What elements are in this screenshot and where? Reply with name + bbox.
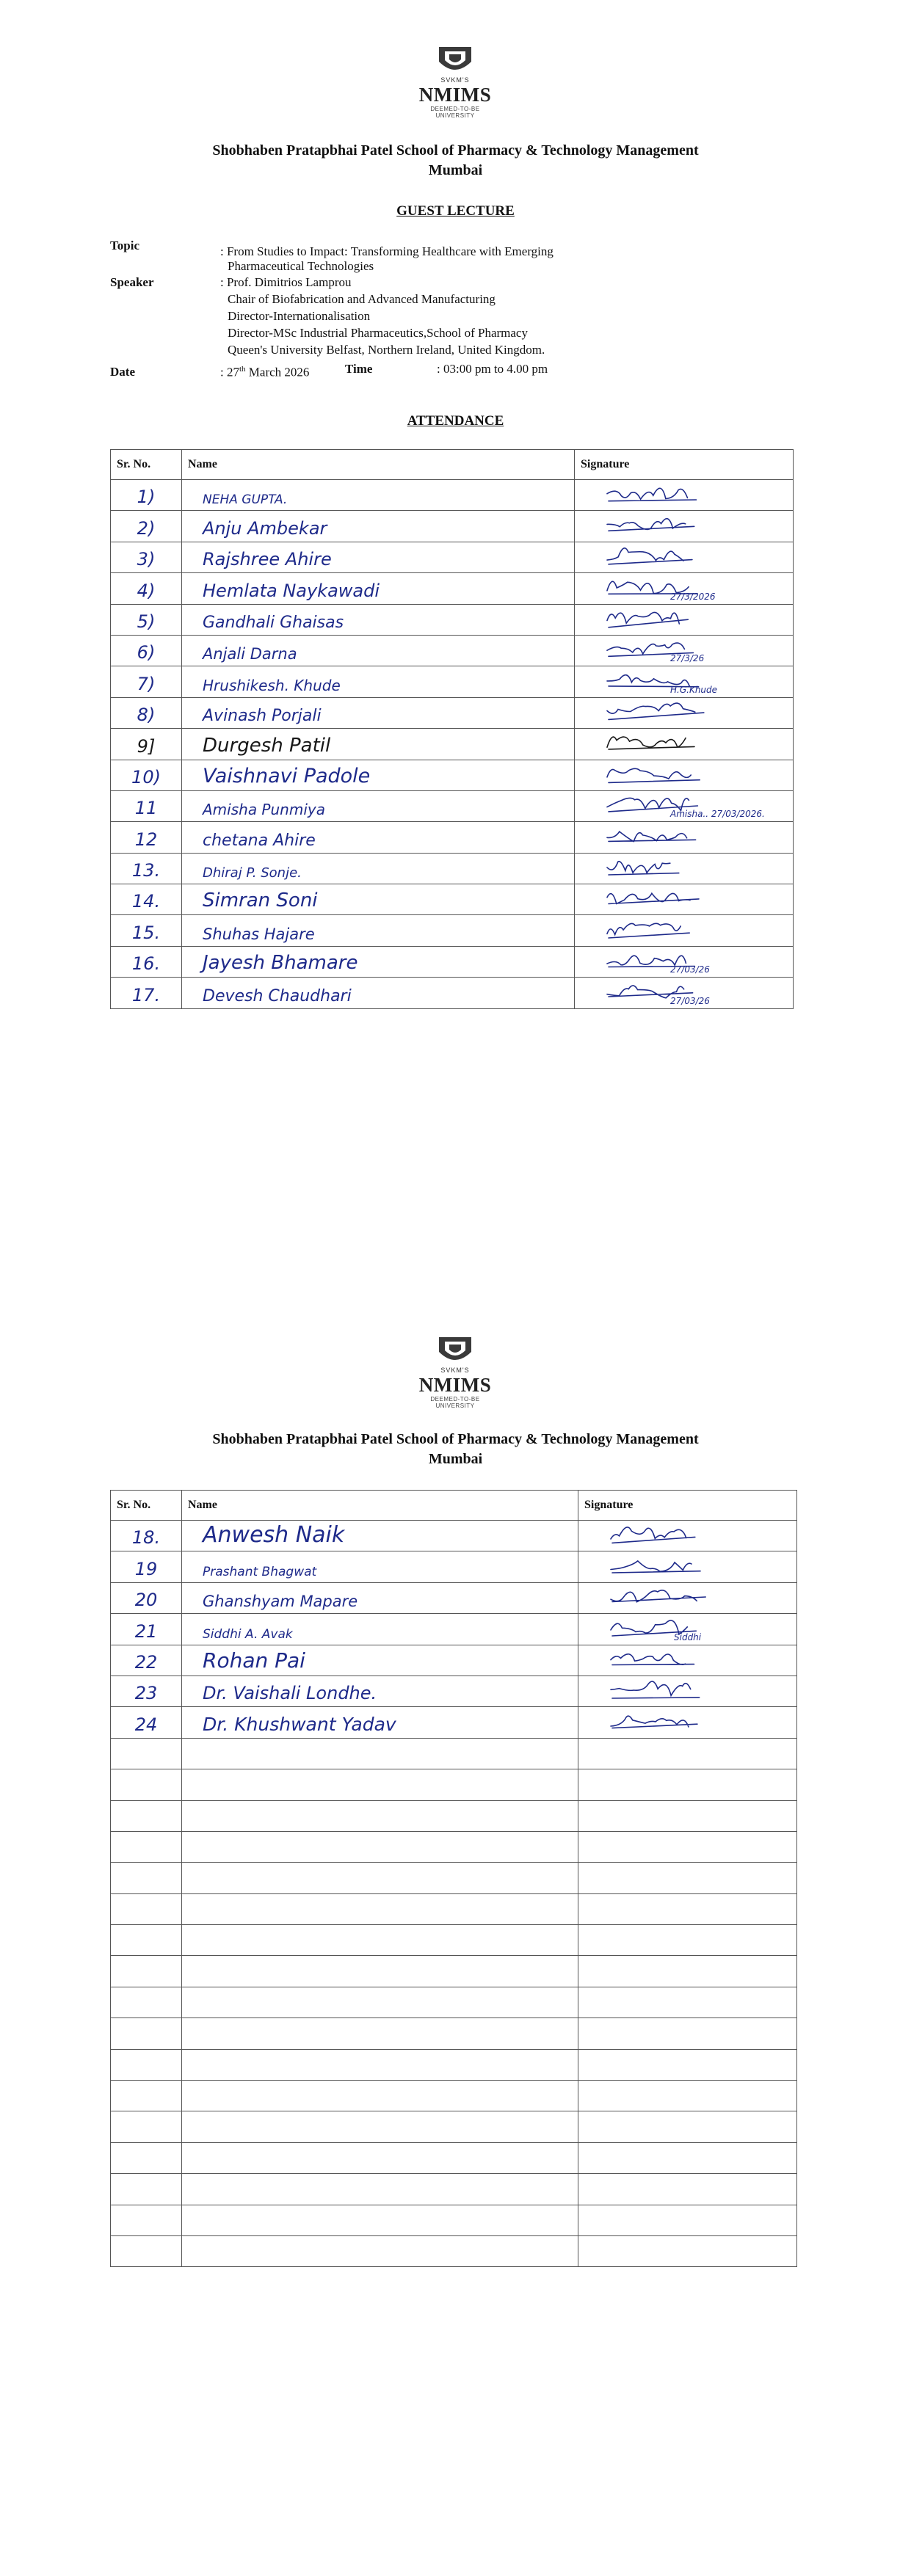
logo-tagline: SVKM'S (440, 1367, 470, 1374)
name-cell (182, 1987, 578, 2017)
signature-cell (578, 1893, 797, 1924)
attendee-name: Gandhali Ghaisas (203, 613, 344, 632)
sr-no-cell (111, 480, 182, 511)
name-cell (182, 1551, 578, 1582)
signature-cell (578, 2018, 797, 2049)
sr-no-text: 4) (137, 580, 156, 601)
sr-no-cell (111, 1800, 182, 1831)
attendee-name: Hemlata Naykawadi (203, 580, 380, 601)
attendance-title: ATTENDANCE (407, 413, 504, 429)
school-name-page-2: Shobhaben Pratapbhai Patel School of Pharmacy & Technology Management (212, 1431, 699, 1447)
signature-note: Siddhi (674, 1631, 702, 1642)
signature-mark (608, 1521, 718, 1547)
nmims-emblem-icon (435, 1336, 476, 1365)
signature-mark (608, 1645, 718, 1671)
table-row (111, 915, 794, 946)
table-row (111, 1645, 797, 1676)
signature-cell (578, 1769, 797, 1800)
table-row (111, 666, 794, 697)
attendee-name: Dr. Khushwant Yadav (203, 1713, 396, 1735)
sr-no-text: 23 (134, 1683, 158, 1704)
logo-name: NMIMS (418, 1374, 492, 1396)
sr-no-text: 9] (137, 735, 156, 757)
signature-cell (578, 2205, 797, 2235)
sr-no-text: 12 (134, 829, 158, 850)
signature-cell (578, 1800, 797, 1831)
signature-cell (575, 760, 794, 790)
attendee-name: Anju Ambekar (203, 517, 327, 539)
attendee-name: NEHA GUPTA. (203, 492, 288, 508)
sr-no-cell (111, 2142, 182, 2173)
sr-no-cell (111, 511, 182, 542)
signature-mark (604, 511, 714, 537)
speaker-line-4: Director-MSc Industrial Pharmaceutics,School of Pharmacy (228, 326, 528, 340)
signature-cell (578, 2049, 797, 2080)
blank-table-row (111, 1987, 797, 2017)
signature-cell (575, 915, 794, 946)
sr-no-cell (111, 2111, 182, 2142)
sr-no-text: 17. (131, 984, 161, 1005)
sr-no-text: 24 (134, 1714, 158, 1735)
date-label: Date (110, 365, 135, 379)
sr-no-cell (111, 760, 182, 790)
attendance-table-page-1 (110, 449, 794, 1009)
signature-cell (578, 2081, 797, 2111)
name-cell (182, 760, 575, 790)
signature-cell (575, 542, 794, 572)
sr-no-cell (111, 1551, 182, 1582)
topic-label: Topic (110, 239, 140, 252)
name-cell (182, 978, 575, 1008)
sr-no-cell (111, 1614, 182, 1645)
blank-table-row (111, 1831, 797, 1862)
table-row (111, 697, 794, 728)
attendee-name: Simran Soni (203, 889, 318, 912)
signature-cell (578, 1831, 797, 1862)
table-row (111, 1707, 797, 1738)
header-sr-no: Sr. No. (111, 450, 182, 480)
signature-mark (604, 480, 714, 506)
signature-cell (575, 697, 794, 728)
table-row (111, 1676, 797, 1706)
name-cell (182, 1863, 578, 1893)
attendee-name: Ghanshyam Mapare (203, 1593, 358, 1611)
name-cell (182, 542, 575, 572)
name-cell (182, 511, 575, 542)
name-cell (182, 1614, 578, 1645)
signature-cell (575, 946, 794, 977)
nmims-emblem-icon (435, 46, 476, 75)
signature-mark (608, 1582, 718, 1609)
name-cell (182, 2081, 578, 2111)
speaker-label: Speaker (110, 275, 154, 289)
sr-no-cell (111, 915, 182, 946)
signature-mark (604, 760, 714, 786)
attendee-name: chetana Ahire (203, 831, 316, 850)
name-cell (182, 2018, 578, 2049)
sr-no-cell (111, 1676, 182, 1706)
sr-no-text: 10) (131, 766, 161, 787)
sr-no-cell (111, 790, 182, 821)
signature-cell (575, 635, 794, 666)
sr-no-text: 7) (137, 673, 156, 694)
signature-mark (604, 915, 714, 942)
sr-no-cell (111, 1987, 182, 2017)
table-row (111, 729, 794, 760)
name-cell (182, 946, 575, 977)
blank-table-row (111, 2018, 797, 2049)
signature-mark (608, 1707, 718, 1733)
table-row (111, 511, 794, 542)
sr-no-text: 11 (134, 798, 158, 819)
name-cell (182, 915, 575, 946)
sr-no-cell (111, 2235, 182, 2266)
logo-subtitle: DEEMED-TO-BE UNIVERSITY (430, 106, 480, 119)
header-signature: Signature (575, 450, 794, 480)
sr-no-cell (111, 604, 182, 635)
name-cell (182, 2174, 578, 2205)
signature-cell (575, 729, 794, 760)
name-cell (182, 573, 575, 604)
nmims-logo (411, 46, 499, 119)
signature-cell (578, 1551, 797, 1582)
name-cell (182, 697, 575, 728)
table-row (111, 635, 794, 666)
table-row (111, 1521, 797, 1551)
signature-mark (604, 822, 714, 848)
signature-cell (575, 884, 794, 915)
signature-cell (575, 853, 794, 884)
attendee-name: Vaishnavi Padole (203, 764, 371, 787)
sr-no-cell (111, 946, 182, 977)
name-cell (182, 822, 575, 853)
signature-cell (578, 1521, 797, 1551)
sr-no-cell (111, 1645, 182, 1676)
name-cell (182, 1676, 578, 1706)
name-cell (182, 635, 575, 666)
sr-no-text: 20 (134, 1590, 158, 1611)
name-cell (182, 604, 575, 635)
logo-subtitle: DEEMED-TO-BE UNIVERSITY (430, 1396, 480, 1409)
name-cell (182, 2142, 578, 2173)
blank-table-row (111, 2235, 797, 2266)
signature-cell (575, 604, 794, 635)
logo-tagline: SVKM'S (440, 76, 470, 84)
sr-no-text: 18. (131, 1527, 161, 1549)
header-sr-no: Sr. No. (111, 1491, 182, 1521)
attendee-name: Dr. Vaishali Londhe. (203, 1683, 377, 1704)
blank-table-row (111, 2174, 797, 2205)
blank-table-row (111, 1956, 797, 1987)
sr-no-cell (111, 822, 182, 853)
attendee-name: Anwesh Naik (203, 1522, 345, 1549)
signature-mark (608, 1551, 718, 1578)
table-row (111, 978, 794, 1008)
sr-no-cell (111, 635, 182, 666)
signature-mark (604, 884, 714, 911)
attendee-name: Hrushikesh. Khude (203, 676, 341, 694)
signature-mark (604, 604, 714, 630)
signature-note: H.G.Khude (670, 684, 718, 695)
signature-mark (604, 853, 714, 879)
signature-cell (578, 2235, 797, 2266)
blank-table-row (111, 2142, 797, 2173)
attendee-name: Devesh Chaudhari (203, 986, 352, 1005)
table-row (111, 853, 794, 884)
signature-cell (578, 1645, 797, 1676)
attendance-page-2 (0, 1288, 911, 2576)
sr-no-text: 21 (134, 1620, 158, 1642)
attendance-table-page-2 (110, 1490, 797, 2267)
name-cell (182, 1893, 578, 1924)
signature-cell (575, 666, 794, 697)
speaker-line-2: Chair of Biofabrication and Advanced Manufacturing (228, 292, 496, 306)
sr-no-cell (111, 1582, 182, 1613)
signature-note: 27/3/26 (670, 653, 705, 664)
blank-table-row (111, 2049, 797, 2080)
signature-cell (578, 1614, 797, 1645)
sr-no-cell (111, 1831, 182, 1862)
attendee-name: Durgesh Patil (203, 734, 331, 757)
signature-mark (608, 1614, 718, 1640)
event-title: GUEST LECTURE (396, 203, 515, 219)
table-row (111, 1551, 797, 1582)
table-row (111, 1614, 797, 1645)
speaker-line-5: Queen's University Belfast, Northern Ireland, United Kingdom. (228, 343, 545, 357)
signature-cell (578, 1863, 797, 1893)
table-header-row (111, 1491, 797, 1521)
signature-cell (578, 2111, 797, 2142)
sr-no-cell (111, 729, 182, 760)
name-cell (182, 2111, 578, 2142)
sr-no-cell (111, 542, 182, 572)
sr-no-cell (111, 666, 182, 697)
table-row (111, 1582, 797, 1613)
blank-table-row (111, 1925, 797, 1956)
city-name: Mumbai (428, 162, 483, 178)
sr-no-cell (111, 1893, 182, 1924)
attendee-name: Rohan Pai (203, 1648, 305, 1673)
signature-cell (578, 1582, 797, 1613)
signature-cell (578, 1738, 797, 1769)
table-row (111, 822, 794, 853)
name-cell (182, 666, 575, 697)
name-cell (182, 1956, 578, 1987)
signature-cell (575, 480, 794, 511)
name-cell (182, 1831, 578, 1862)
table-row (111, 542, 794, 572)
name-cell (182, 2235, 578, 2266)
sr-no-cell (111, 1707, 182, 1738)
signature-cell (578, 1987, 797, 2017)
sr-no-cell (111, 1956, 182, 1987)
sr-no-text: 13. (131, 860, 161, 881)
name-cell (182, 853, 575, 884)
sr-no-cell (111, 1738, 182, 1769)
attendee-name: Shuhas Hajare (203, 925, 315, 943)
sr-no-text: 16. (131, 953, 161, 975)
sr-no-cell (111, 697, 182, 728)
topic-line-1: : From Studies to Impact: Transforming Healthcare with Emerging (220, 244, 554, 258)
blank-table-row (111, 2081, 797, 2111)
table-header-row (111, 450, 794, 480)
name-cell (182, 1738, 578, 1769)
table-row (111, 480, 794, 511)
header-name: Name (182, 1491, 578, 1521)
table-row (111, 573, 794, 604)
name-cell (182, 2205, 578, 2235)
name-cell (182, 790, 575, 821)
signature-cell (578, 1925, 797, 1956)
sr-no-text: 1) (137, 487, 156, 508)
sr-no-text: 19 (134, 1558, 158, 1579)
table-row (111, 884, 794, 915)
signature-cell (578, 1956, 797, 1987)
sr-no-text: 15. (131, 922, 161, 943)
signature-mark (608, 1676, 718, 1702)
sr-no-cell (111, 1769, 182, 1800)
sr-no-cell (111, 1925, 182, 1956)
date-value: : 27th March 2026 (220, 365, 310, 379)
speaker-line-1: : Prof. Dimitrios Lamprou (220, 275, 352, 289)
name-cell (182, 1645, 578, 1676)
sr-no-cell (111, 2081, 182, 2111)
sr-no-text: 14. (131, 891, 161, 912)
blank-table-row (111, 1863, 797, 1893)
signature-cell (575, 978, 794, 1008)
attendee-name: Jayesh Bhamare (203, 952, 358, 975)
name-cell (182, 2049, 578, 2080)
blank-table-row (111, 1800, 797, 1831)
name-cell (182, 480, 575, 511)
blank-table-row (111, 1738, 797, 1769)
name-cell (182, 1707, 578, 1738)
name-cell (182, 1769, 578, 1800)
topic-line-2: Pharmaceutical Technologies (228, 259, 374, 273)
header-name: Name (182, 450, 575, 480)
table-row (111, 760, 794, 790)
nmims-logo-page-2 (411, 1336, 499, 1409)
name-cell (182, 884, 575, 915)
attendee-name: Siddhi A. Avak (203, 1626, 293, 1642)
attendee-name: Amisha Punmiya (203, 801, 325, 819)
table-row (111, 790, 794, 821)
sr-no-cell (111, 1521, 182, 1551)
signature-mark (604, 697, 714, 724)
sr-no-cell (111, 2174, 182, 2205)
attendee-name: Avinash Porjali (203, 707, 322, 726)
sr-no-text: 5) (137, 611, 156, 632)
sr-no-text: 2) (137, 517, 156, 539)
sr-no-text: 3) (137, 549, 156, 570)
signature-note: 27/03/26 (670, 995, 710, 1006)
attendee-name: Dhiraj P. Sonje. (203, 865, 302, 881)
signature-mark (604, 729, 714, 755)
sr-no-cell (111, 978, 182, 1008)
blank-table-row (111, 2205, 797, 2235)
speaker-line-3: Director-Internationalisation (228, 309, 371, 323)
blank-table-row (111, 1893, 797, 1924)
attendee-name: Prashant Bhagwat (203, 1564, 317, 1579)
name-cell (182, 1925, 578, 1956)
sr-no-text: 22 (134, 1651, 158, 1673)
sr-no-text: 6) (137, 642, 156, 663)
logo-name: NMIMS (418, 84, 492, 106)
sr-no-cell (111, 884, 182, 915)
signature-cell (575, 573, 794, 604)
signature-note: 27/3/2026 (670, 591, 716, 602)
signature-cell (578, 2142, 797, 2173)
sr-no-cell (111, 2018, 182, 2049)
time-value: : 03:00 pm to 4.00 pm (437, 362, 548, 376)
blank-table-row (111, 2111, 797, 2142)
signature-cell (575, 822, 794, 853)
name-cell (182, 729, 575, 760)
name-cell (182, 1582, 578, 1613)
signature-cell (578, 1707, 797, 1738)
sr-no-cell (111, 2049, 182, 2080)
school-name: Shobhaben Pratapbhai Patel School of Pharmacy & Technology Management (212, 142, 699, 159)
header-signature: Signature (578, 1491, 797, 1521)
blank-table-row (111, 1769, 797, 1800)
name-cell (182, 1521, 578, 1551)
event-details (110, 239, 771, 407)
signature-note: Amisha.. 27/03/2026. (670, 809, 765, 820)
signature-cell (575, 790, 794, 821)
signature-mark (604, 542, 714, 568)
signature-note: 27/03/26 (670, 964, 710, 975)
signature-cell (578, 2174, 797, 2205)
table-row (111, 946, 794, 977)
sr-no-text: 8) (137, 705, 156, 726)
signature-cell (575, 511, 794, 542)
sr-no-cell (111, 2205, 182, 2235)
table-row (111, 604, 794, 635)
name-cell (182, 1800, 578, 1831)
attendee-name: Rajshree Ahire (203, 549, 332, 570)
sr-no-cell (111, 1863, 182, 1893)
sr-no-cell (111, 853, 182, 884)
city-name-page-2: Mumbai (428, 1451, 483, 1467)
time-label: Time (345, 362, 373, 376)
attendee-name: Anjali Darna (203, 645, 297, 663)
sr-no-cell (111, 573, 182, 604)
signature-cell (578, 1676, 797, 1706)
